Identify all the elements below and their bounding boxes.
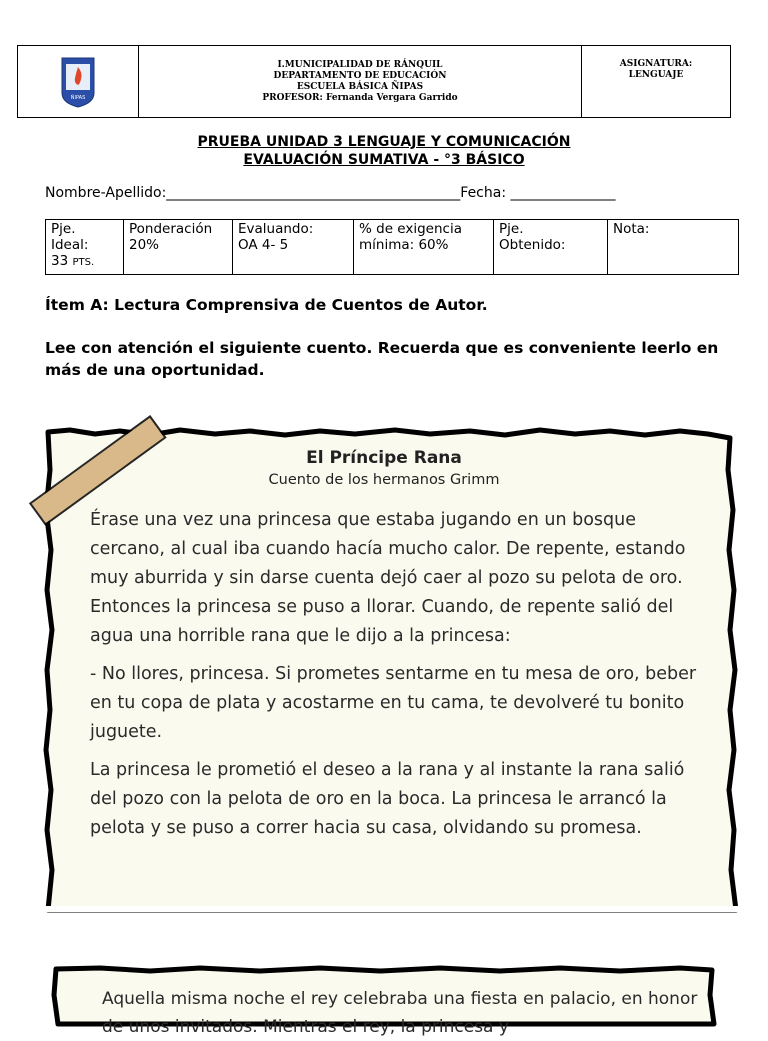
- story-title: El Príncipe Rana: [306, 448, 462, 468]
- requirement-cell: % de exigencia mínima: 60%: [354, 220, 494, 275]
- story-subtitle: Cuento de los hermanos Grimm: [268, 472, 500, 488]
- story-body: [90, 506, 700, 852]
- logo-text: ÑIPAS: [70, 94, 86, 101]
- story-paper-continued: [0, 965, 768, 1037]
- test-subtitle: EVALUACIÓN SUMATIVA - °3 BÁSICO: [243, 152, 525, 168]
- story-paragraph: Érase una vez una princesa que estaba jugando en un bosque cercano, al cual iba cuando hacía mucho calor. De repente, estando muy aburrida y sin darse cuenta dejó caer al pozo su pelota de oro. Entonces la princesa se puso a llorar. Cuando, de repente salió del agua una horrible rana que le dijo a la princesa:: [90, 510, 686, 646]
- evaluating-cell: Evaluando: OA 4- 5: [233, 220, 354, 275]
- test-title: PRUEBA UNIDAD 3 LENGUAJE Y COMUNICACIÓN: [197, 134, 571, 150]
- ideal-score-cell: Pje. Ideal: 33 PTS.: [46, 220, 124, 275]
- subject-value: LENGUAJE: [628, 70, 684, 80]
- story-paper: [0, 400, 768, 910]
- subject-info: [582, 46, 730, 117]
- score-table: [45, 219, 739, 275]
- subject-label: ASIGNATURA:: [619, 59, 693, 69]
- obtained-score-cell[interactable]: Pje. Obtenido:: [494, 220, 608, 275]
- school-logo-cell: [18, 46, 139, 117]
- school-logo: [59, 55, 97, 109]
- item-title: Ítem A: Lectura Comprensiva de Cuentos de Autor.: [45, 296, 488, 314]
- story-continuation: Aquella misma noche el rey celebraba una fiesta en palacio, en honor de unos invitados. Mientras el rey, la princesa y: [102, 989, 698, 1037]
- instruction-text: Lee con atención el siguiente cuento. Recuerda que es conveniente leerlo en más de una oportunidad.: [45, 339, 719, 379]
- test-titles: [0, 133, 768, 169]
- school-name-line: ESCUELA BÁSICA ÑIPAS: [296, 81, 424, 92]
- grade-cell[interactable]: Nota:: [608, 220, 739, 275]
- teacher-line: PROFESOR: Fernanda Vergara Garrido: [262, 92, 458, 103]
- story-paragraph: - No llores, princesa. Si prometes sentarme en tu mesa de oro, beber en tu copa de plata y acostarme en tu cama, te devolveré tu bonito juguete.: [90, 664, 697, 742]
- school-info: [139, 46, 582, 117]
- municipality-line: I.MUNICIPALIDAD DE RÁNQUIL: [277, 59, 443, 70]
- student-name-date-field[interactable]: Nombre-Apellido:__________________________________________Fecha: _______________: [45, 185, 616, 201]
- department-line: DEPARTAMENTO DE EDUCACIÓN: [273, 70, 447, 81]
- story-paragraph: La princesa le prometió el deseo a la rana y al instante la rana salió del pozo con la pelota de oro en la boca. La princesa le arrancó la pelota y se puso a correr hacia su casa, olvidando su promesa.: [90, 760, 685, 838]
- weighting-cell: Ponderación 20%: [124, 220, 233, 275]
- header-table: [17, 45, 731, 118]
